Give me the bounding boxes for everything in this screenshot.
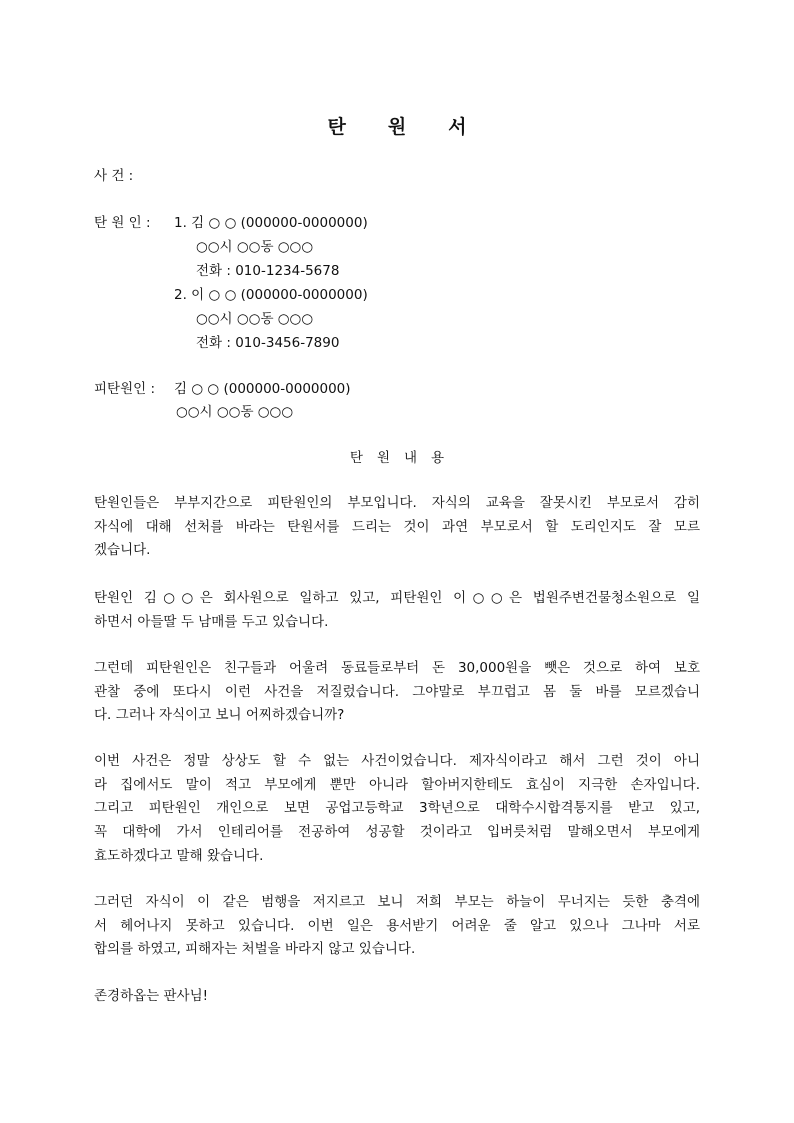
paragraph-line: 효도하겠다고 말해 왔습니다. xyxy=(94,847,264,864)
paragraph-line: 그리고 피탄원인 개인으로 보면 공업고등학교 3학년으로 대학수시합격통지를 받고 있고, xyxy=(94,800,700,817)
paragraph-line: 탄원인들은 부부지간으로 피탄원인의 부모입니다. 자식의 교육을 잘못시킨 부모로서 감히 xyxy=(94,495,700,511)
paragraph-line: 합의를 하였고, 피해자는 처벌을 바라지 않고 있습니다. xyxy=(94,941,416,958)
heading-char: 내 xyxy=(404,450,418,466)
petitioner-1-phone: 전화 : 010-1234-5678 xyxy=(196,263,340,279)
paragraph-line: 그런데 피탄원인은 친구들과 어울려 동료들로부터 돈 30,000원을 뺏은 것으로 하여 보호 xyxy=(94,660,700,676)
petitioner-2-phone: 전화 : 010-3456-7890 xyxy=(196,335,340,351)
heading-char: 원 xyxy=(376,450,390,466)
paragraph-line: 자식에 대해 선처를 바라는 탄원서를 드리는 것이 과연 부모로서 할 도리인지도 잘 모르 xyxy=(94,518,700,535)
paragraph-line: 하면서 아들딸 두 남매를 두고 있습니다. xyxy=(94,613,329,630)
petitioner-2-address: ○○시 ○○동 ○○○ xyxy=(196,311,314,327)
title-char: 탄 xyxy=(327,116,346,138)
heading-char: 탄 xyxy=(349,450,363,466)
paragraph-line: 탄원인 김○○은 회사원으로 일하고 있고, 피탄원인 이○○은 법원주변건물청소원으로 일 xyxy=(94,590,700,606)
heading-char: 용 xyxy=(431,450,445,466)
title-char: 서 xyxy=(448,116,467,138)
paragraph-line: 다. 그러나 자식이고 보니 어찌하겠습니까? xyxy=(94,707,345,724)
paragraph xyxy=(94,657,700,728)
respondent-address: ○○시 ○○동 ○○○ xyxy=(176,404,294,420)
paragraph-line: 관찰 중에 또다시 이런 사건을 저질렀습니다. 그야말로 부끄럽고 몸 둘 바를 모르겠습니 xyxy=(94,683,700,700)
paragraph xyxy=(94,587,700,634)
paragraph-line: 이번 사건은 정말 상상도 할 수 없는 사건이었습니다. 제자식이라고 해서 그런 것이 아니 xyxy=(94,753,700,769)
petitioners-label: 탄 원 인 : xyxy=(94,215,151,231)
paragraph xyxy=(94,891,700,962)
title-char: 원 xyxy=(387,116,407,138)
respondent-name: 김 ○ ○ (000000-0000000) xyxy=(174,381,351,397)
case-label: 사 건 : xyxy=(94,168,134,184)
section-heading xyxy=(0,446,794,470)
document-title xyxy=(0,112,794,139)
closing-salutation xyxy=(94,985,700,1009)
paragraph-line: 서 헤어나지 못하고 있습니다. 이번 일은 용서받기 어려운 줄 알고 있으나 그나마 서로 xyxy=(94,917,700,934)
paragraph-line: 존경하옵는 판사님! xyxy=(94,988,209,1004)
paragraph-line: 꼭 대학에 가서 인테리어를 전공하여 성공할 것이라고 입버릇처럼 말해오면서 부모에게 xyxy=(94,824,700,841)
petitioner-1-name: 1. 김 ○ ○ (000000-0000000) xyxy=(174,215,368,231)
paragraph xyxy=(94,492,700,563)
petitioner-1-address: ○○시 ○○동 ○○○ xyxy=(196,239,314,255)
petitioner-2-name: 2. 이 ○ ○ (000000-0000000) xyxy=(174,287,368,303)
paragraph-line: 겠습니다. xyxy=(94,542,151,559)
paragraph xyxy=(94,750,700,868)
respondent-label: 피탄원인 : xyxy=(94,381,156,397)
paragraph-line: 그러던 자식이 이 같은 범행을 저지르고 보니 저희 부모는 하늘이 무너지는 듯한 충격에 xyxy=(94,894,700,910)
paragraph-line: 라 집에서도 말이 적고 부모에게 뿐만 아니라 할아버지한테도 효심이 지극한 손자입니다. xyxy=(94,776,700,793)
